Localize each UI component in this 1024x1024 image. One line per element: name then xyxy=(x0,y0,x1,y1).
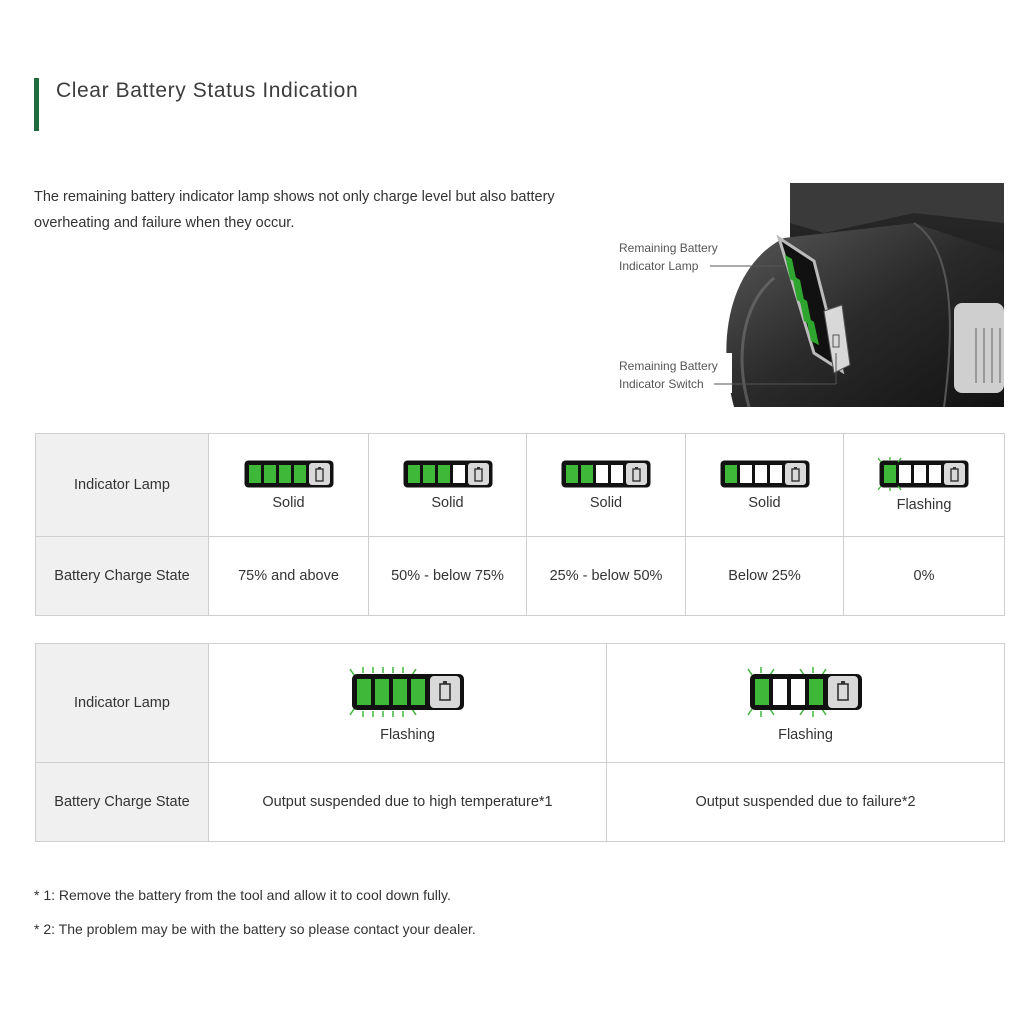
error-state-table xyxy=(35,643,1005,842)
battery-lamp-icon xyxy=(402,459,494,489)
lamp-cell xyxy=(527,434,686,537)
footnote-1: * 1: Remove the battery from the tool and allow it to cool down fully. xyxy=(34,887,451,903)
intro-text: The remaining battery indicator lamp shows not only charge level but also battery overheating and failure when they occur. xyxy=(34,189,555,231)
lamp-mode: Flashing xyxy=(778,727,833,743)
charge-state-cell: Output suspended due to high temperature*1 xyxy=(209,763,607,842)
battery-lamp-icon xyxy=(746,663,866,721)
lamp-cell xyxy=(209,644,607,763)
lamp-mode: Solid xyxy=(272,495,305,511)
lamp-mode: Solid xyxy=(748,495,781,511)
charge-state-cell: 0% xyxy=(844,537,1005,616)
battery-photo xyxy=(614,183,1004,407)
row-header-charge-state: Battery Charge State xyxy=(36,763,209,842)
battery-lamp-icon xyxy=(878,457,970,491)
lamp-cell xyxy=(369,434,527,537)
lamp-mode: Solid xyxy=(431,495,464,511)
row-header-indicator-lamp: Indicator Lamp xyxy=(36,644,209,763)
charge-level-table xyxy=(35,433,1005,616)
charge-state-cell: Below 25% xyxy=(686,537,844,616)
lamp-mode: Flashing xyxy=(896,497,952,513)
lamp-mode: Flashing xyxy=(380,727,435,743)
footnote-2: * 2: The problem may be with the battery so please contact your dealer. xyxy=(34,921,476,937)
battery-lamp-icon xyxy=(719,459,811,489)
lamp-cell xyxy=(844,434,1005,537)
battery-lamp-icon xyxy=(243,459,335,489)
section-heading xyxy=(34,78,358,131)
lamp-cell xyxy=(209,434,369,537)
charge-state-cell: Output suspended due to failure*2 xyxy=(607,763,1005,842)
charge-state-cell: 50% - below 75% xyxy=(369,537,527,616)
lamp-cell xyxy=(686,434,844,537)
battery-lamp-icon xyxy=(560,459,652,489)
charge-state-cell: 25% - below 50% xyxy=(527,537,686,616)
page-title: Clear Battery Status Indication xyxy=(56,79,359,102)
switch-label-line2: Indicator Switch xyxy=(619,377,704,391)
row-header-charge-state: Battery Charge State xyxy=(36,537,209,616)
lamp-label-line2: Indicator Lamp xyxy=(619,259,699,273)
lamp-cell xyxy=(607,644,1005,763)
charge-state-cell: 75% and above xyxy=(209,537,369,616)
switch-label-line1: Remaining Battery xyxy=(619,359,718,373)
row-header-indicator-lamp: Indicator Lamp xyxy=(36,434,209,537)
battery-lamp-icon xyxy=(348,663,468,721)
footnotes xyxy=(34,884,476,952)
lamp-label-line1: Remaining Battery xyxy=(619,241,718,255)
lamp-mode: Solid xyxy=(589,495,623,511)
